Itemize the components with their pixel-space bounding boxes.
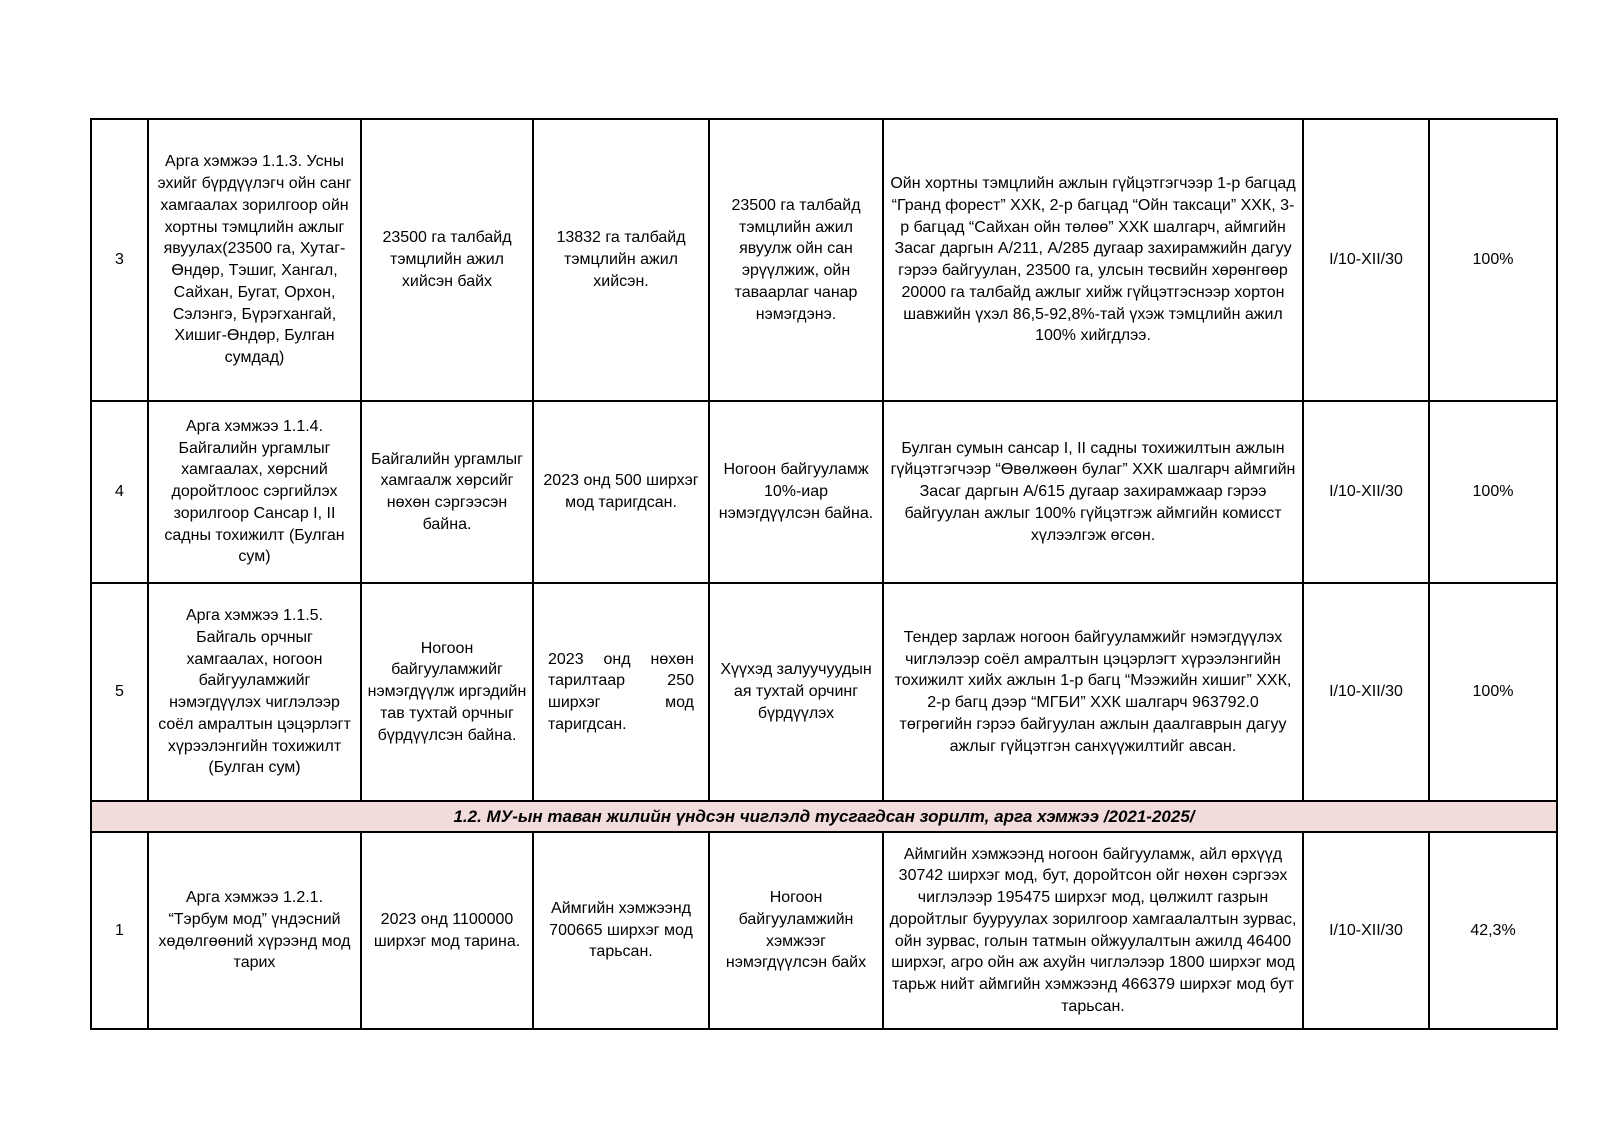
cell-timeframe: I/10-XII/30 bbox=[1303, 401, 1429, 583]
cell-row-number: 3 bbox=[91, 119, 148, 401]
cell-execution-details: Булган сумын сансар I, II садны тохижилтын ажлын гүйцэтгэгчээр “Өвөлжөөн булаг” ХХК шалгарч аймгийн Засаг даргын А/615 дугаар захирамжаар гэрээ байгуулан ажлыг 100% гүйцэтгэж аймгийн комисст хүлээлгэж өгсөн. bbox=[883, 401, 1303, 583]
report-table bbox=[90, 118, 1558, 1030]
cell-completion-percent: 42,3% bbox=[1429, 832, 1557, 1029]
cell-expected-outcome: 23500 га талбайд тэмцлийн ажил явуулж ойн сан эрүүлжиж, ойн таваарлаг чанар нэмэгдэнэ. bbox=[709, 119, 883, 401]
cell-timeframe: I/10-XII/30 bbox=[1303, 832, 1429, 1029]
cell-expected-outcome: Хүүхэд залуучуудын ая тухтай орчинг бүрдүүлэх bbox=[709, 583, 883, 801]
cell-timeframe: I/10-XII/30 bbox=[1303, 119, 1429, 401]
cell-measure: Арга хэмжээ 1.1.5. Байгаль орчныг хамгаалах, ногоон байгууламжийг нэмэгдүүлэх чиглэлээр соёл амралтын цэцэрлэгт хүрээлэнгийн тохижилт (Булган сум) bbox=[148, 583, 361, 801]
cell-row-number: 1 bbox=[91, 832, 148, 1029]
cell-target-indicator: 23500 га талбайд тэмцлийн ажил хийсэн байх bbox=[361, 119, 533, 401]
cell-timeframe: I/10-XII/30 bbox=[1303, 583, 1429, 801]
cell-completion-percent: 100% bbox=[1429, 119, 1557, 401]
cell-measure: Арга хэмжээ 1.2.1. “Тэрбум мод” үндэсний хөдөлгөөний хүрээнд мод тарих bbox=[148, 832, 361, 1029]
cell-measure: Арга хэмжээ 1.1.3. Усны эхийг бүрдүүлэгч ойн санг хамгаалах зорилгоор ойн хортны тэмцлийн ажлыг явуулах(23500 га, Хутаг-Өндөр, Тэшиг, Хангал, Сайхан, Бугат, Орхон, Сэлэнгэ, Бүрэгхангай, Хишиг-Өндөр, Булган сумдад) bbox=[148, 119, 361, 401]
cell-performance: 2023 онд нөхөн тарилтаар 250 ширхэг мод таригдсан. bbox=[533, 583, 709, 801]
cell-performance: Аймгийн хэмжээнд 700665 ширхэг мод тарьсан. bbox=[533, 832, 709, 1029]
cell-performance: 13832 га талбайд тэмцлийн ажил хийсэн. bbox=[533, 119, 709, 401]
section-band-row bbox=[91, 801, 1557, 832]
cell-performance: 2023 онд 500 ширхэг мод таригдсан. bbox=[533, 401, 709, 583]
section-band-label: 1.2. МУ-ын таван жилийн үндсэн чиглэлд тусгагдсан зорилт, арга хэмжээ /2021-2025/ bbox=[91, 801, 1557, 832]
cell-target-indicator: Байгалийн ургамлыг хамгаалж хөрсийг нөхөн сэргээсэн байна. bbox=[361, 401, 533, 583]
table-row bbox=[91, 401, 1557, 583]
cell-execution-details: Ойн хортны тэмцлийн ажлын гүйцэтгэгчээр 1-р багцад “Гранд форест” ХХК, 2-р багцад “Ойн таксаци” ХХК, 3-р багцад “Сайхан ойн төлөө” ХХК шалгарч, аймгийн Засаг даргын А/211, А/285 дугаар захирамжийн дагуу гэрээ байгуулан, 23500 га, улсын төсвийн хөрөнгөөр 20000 га талбайд ажлыг хийж гүйцэтгэснээр хортон шавжийн үхэл 86,5-92,8%-тай үхэж тэмцлийн ажил 100% хийгдлээ. bbox=[883, 119, 1303, 401]
report-table-body bbox=[91, 119, 1557, 1029]
cell-execution-details: Тендер зарлаж ногоон байгууламжийг нэмэгдүүлэх чиглэлээр соёл амралтын цэцэрлэгт хүрээлэнгийн тохижилт хийх ажлын 1-р багц “Мээжийн хишиг” ХХК, 2-р багц дээр “МГБИ” ХХК шалгарч 963792.0 төгрөгийн гэрээ байгуулан ажлын даалгаврын дагуу ажлыг гүйцэтгэн санхүүжилтийг авсан. bbox=[883, 583, 1303, 801]
cell-completion-percent: 100% bbox=[1429, 583, 1557, 801]
table-row bbox=[91, 832, 1557, 1029]
cell-row-number: 5 bbox=[91, 583, 148, 801]
cell-completion-percent: 100% bbox=[1429, 401, 1557, 583]
cell-row-number: 4 bbox=[91, 401, 148, 583]
cell-target-indicator: 2023 онд 1100000 ширхэг мод тарина. bbox=[361, 832, 533, 1029]
cell-target-indicator: Ногоон байгууламжийг нэмэгдүүлж иргэдийн тав тухтай орчныг бүрдүүлсэн байна. bbox=[361, 583, 533, 801]
cell-execution-details: Аймгийн хэмжээнд ногоон байгууламж, айл өрхүүд 30742 ширхэг мод, бут, доройтсон ойг нөхөн сэргээх чиглэлээр 195475 ширхэг мод, цөлжилт газрын доройтлыг бууруулах зорилгоор хамгаалалтын зурвас, ойн зурвас, голын татмын ойжуулалтын ажилд 46400 ширхэг, агро ойн аж ахуйн чиглэлээр 1800 ширхэг мод тарьж нийт аймгийн хэмжээнд 466379 ширхэг мод бут тарьсан. bbox=[883, 832, 1303, 1029]
table-row bbox=[91, 119, 1557, 401]
cell-expected-outcome: Ногоон байгууламжийн хэмжээг нэмэгдүүлсэн байх bbox=[709, 832, 883, 1029]
cell-measure: Арга хэмжээ 1.1.4. Байгалийн ургамлыг хамгаалах, хөрсний доройтлоос сэргийлэх зорилгоор Сансар I, II садны тохижилт (Булган сум) bbox=[148, 401, 361, 583]
cell-expected-outcome: Ногоон байгууламж 10%-иар нэмэгдүүлсэн байна. bbox=[709, 401, 883, 583]
table-row bbox=[91, 583, 1557, 801]
